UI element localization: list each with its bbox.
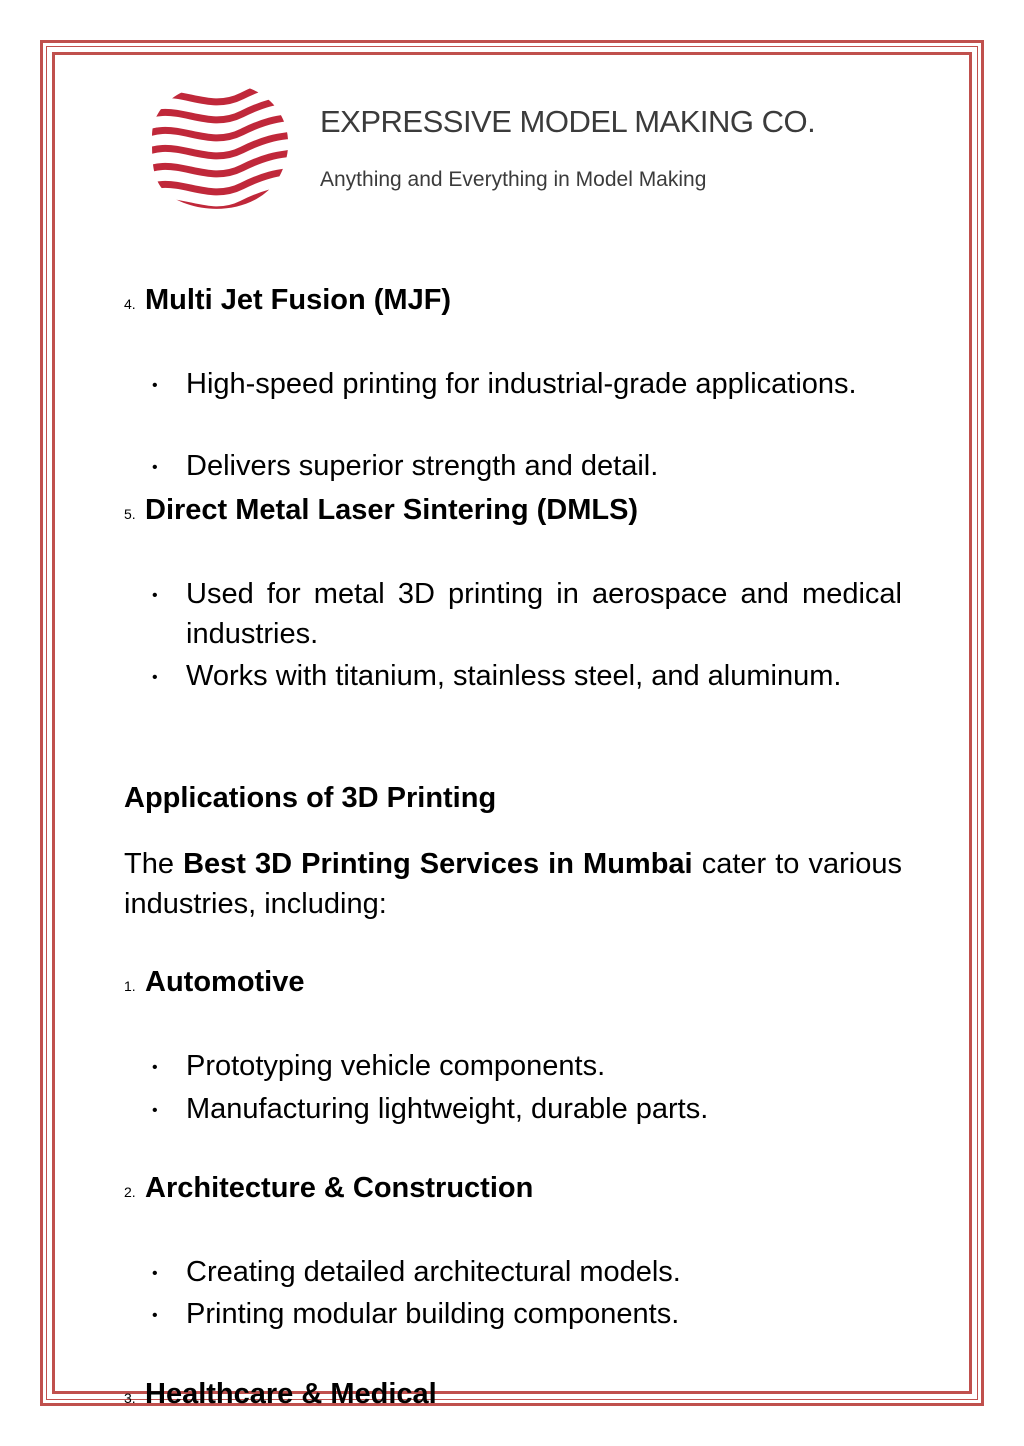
wave-swirl-logo-icon — [132, 76, 298, 216]
application-heading-automotive — [124, 966, 305, 999]
bullet-icon: • — [152, 587, 158, 604]
list-item — [152, 574, 902, 654]
list-item-text: Delivers superior strength and detail. — [186, 450, 659, 482]
section-title: Automotive — [145, 966, 305, 998]
section-title: Architecture & Construction — [145, 1172, 534, 1204]
list-item — [152, 1252, 902, 1292]
list-item — [152, 1089, 902, 1129]
list-item-text: Works with titanium, stainless steel, and aluminum. — [186, 660, 842, 692]
section-title: Direct Metal Laser Sintering (DMLS) — [145, 494, 639, 526]
applications-heading: Applications of 3D Printing — [124, 782, 497, 814]
section-number: 4. — [124, 296, 136, 312]
list-item — [152, 446, 902, 486]
list-item — [152, 656, 902, 696]
applications-intro — [124, 844, 902, 924]
bullet-icon: • — [152, 1102, 158, 1119]
list-item — [152, 364, 902, 404]
bullet-icon: • — [152, 1307, 158, 1324]
list-item-text: Manufacturing lightweight, durable parts. — [186, 1093, 709, 1125]
section-heading-dmls — [124, 494, 638, 527]
list-item-text: Creating detailed architectural models. — [186, 1256, 681, 1288]
section-number: 1. — [124, 978, 136, 994]
brand-tagline: Anything and Everything in Model Making — [320, 168, 707, 191]
section-number: 2. — [124, 1184, 136, 1200]
application-heading-healthcare — [124, 1376, 437, 1406]
list-item-text: Used for metal 3D printing in aerospace and medical industries. — [186, 578, 902, 650]
bullet-icon: • — [152, 377, 158, 394]
section-title: Healthcare & Medical — [145, 1378, 437, 1406]
bullet-icon: • — [152, 1059, 158, 1076]
section-number: 3. — [124, 1390, 136, 1406]
intro-text: The — [124, 848, 184, 880]
section-number: 5. — [124, 506, 136, 522]
brand-name: EXPRESSIVE MODEL MAKING CO. — [320, 104, 816, 139]
application-heading-architecture — [124, 1172, 533, 1205]
list-item-text: Prototyping vehicle components. — [186, 1050, 606, 1082]
section-title: Multi Jet Fusion (MJF) — [145, 284, 452, 316]
section-heading-mjf — [124, 284, 451, 317]
list-item-text: High-speed printing for industrial-grade applications. — [186, 368, 857, 400]
intro-bold-text: Best 3D Printing Services in Mumbai — [183, 848, 693, 880]
list-item — [152, 1046, 902, 1086]
list-item-text: Printing modular building components. — [186, 1298, 680, 1330]
bullet-icon: • — [152, 669, 158, 686]
list-item — [152, 1294, 902, 1334]
bullet-icon: • — [152, 1265, 158, 1282]
bullet-icon: • — [152, 459, 158, 476]
intro-text: cater to various industries, including: — [124, 848, 902, 920]
